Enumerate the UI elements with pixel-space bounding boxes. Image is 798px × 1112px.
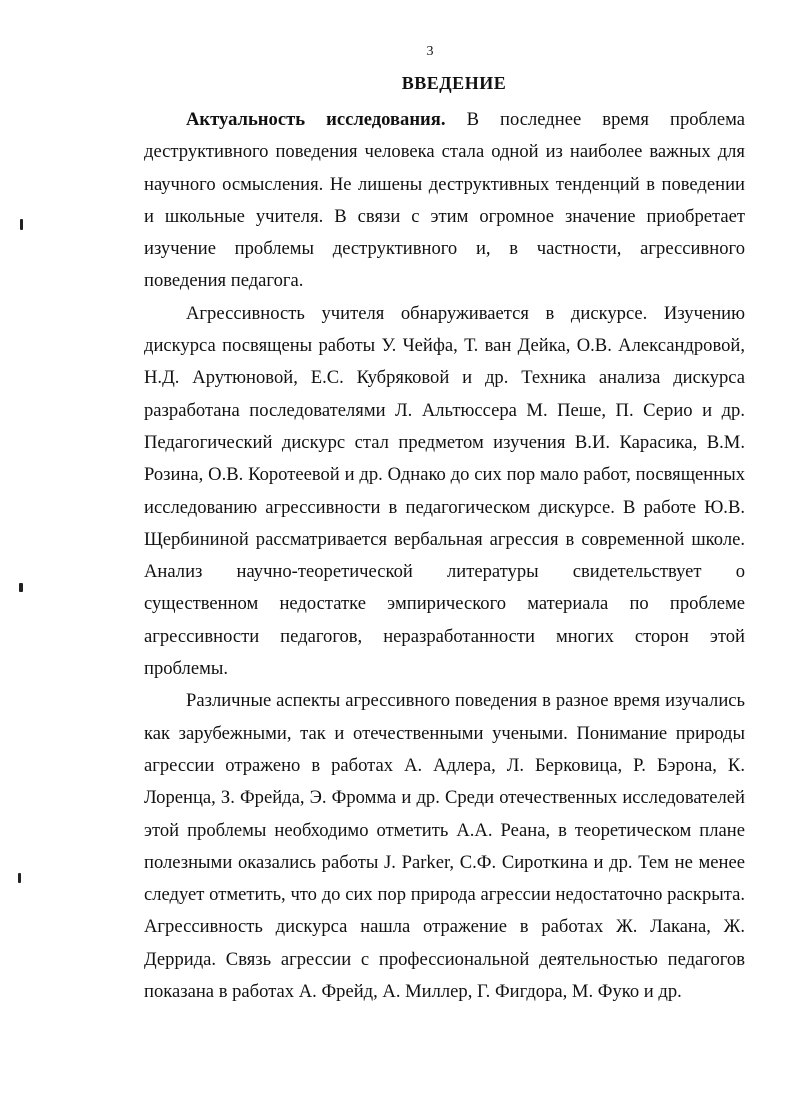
paragraph-relevance-text: В последнее время проблема деструктивного поведения человека стала одной из наиболее важных для научного осмысления. Не лишены деструктивных тенденций в поведении и школьные учителя. В связи с этим огромное значение приобретает изучение проблемы деструктивного и, в частности, агрессивного поведения педагога. — [144, 109, 745, 292]
scan-mark — [18, 873, 21, 883]
scan-mark — [19, 583, 23, 592]
page-number: 3 — [426, 44, 434, 59]
scan-mark — [20, 219, 23, 230]
paragraph-lead-heading: Актуальность исследования. — [186, 109, 446, 130]
paragraph-relevance — [144, 104, 745, 298]
page-title: ВВЕДЕНИЕ — [401, 73, 507, 93]
paragraph-discourse: Агрессивность учителя обнаруживается в дискурсе. Изучению дискурса посвящены работы У. Чейфа, Т. ван Дейка, О.В. Александровой, Н.Д. Арутюновой, Е.С. Кубряковой и др. Техника анализа дискурса разработана последователями Л. Альтюссера М. Пеше, П. Серио и др. Педагогический дискурс стал предметом изучения В.И. Карасика, В.М. Розина, О.В. Коротеевой и др. Однако до сих пор мало работ, посвященных исследованию агрессивности в педагогическом дискурсе. В работе Ю.В. Щербининой рассматривается вербальная агрессия в современной школе. Анализ научно-теоретической литературы свидетельствует о существенном недостатке эмпирического материала по проблеме агрессивности педагогов, неразработанности многих сторон этой проблемы. — [144, 302, 745, 680]
body-text — [144, 104, 745, 1008]
paragraph-aspects: Различные аспекты агрессивного поведения в разное время изучались как зарубежными, так и отечественными учеными. Понимание природы агрессии отражено в работах А. Адлера, Л. Берковица, Р. Бэрона, К. Лоренца, З. Фрейда, Э. Фромма и др. Среди отечественных исследователей этой проблемы необходимо отметить А.А. Реана, в теоретическом плане полезными оказались работы J. Parker, С.Ф. Сироткина и др. Тем не менее следует отметить, что до сих пор природа агрессии недостаточно раскрыта. Агрессивность дискурса нашла отражение в работах Ж. Лакана, Ж. Деррида. Связь агрессии с профессиональной деятельностью педагогов показана в работах А. Фрейд, А. Миллер, Г. Фигдора, М. Фуко и др. — [144, 690, 745, 1003]
